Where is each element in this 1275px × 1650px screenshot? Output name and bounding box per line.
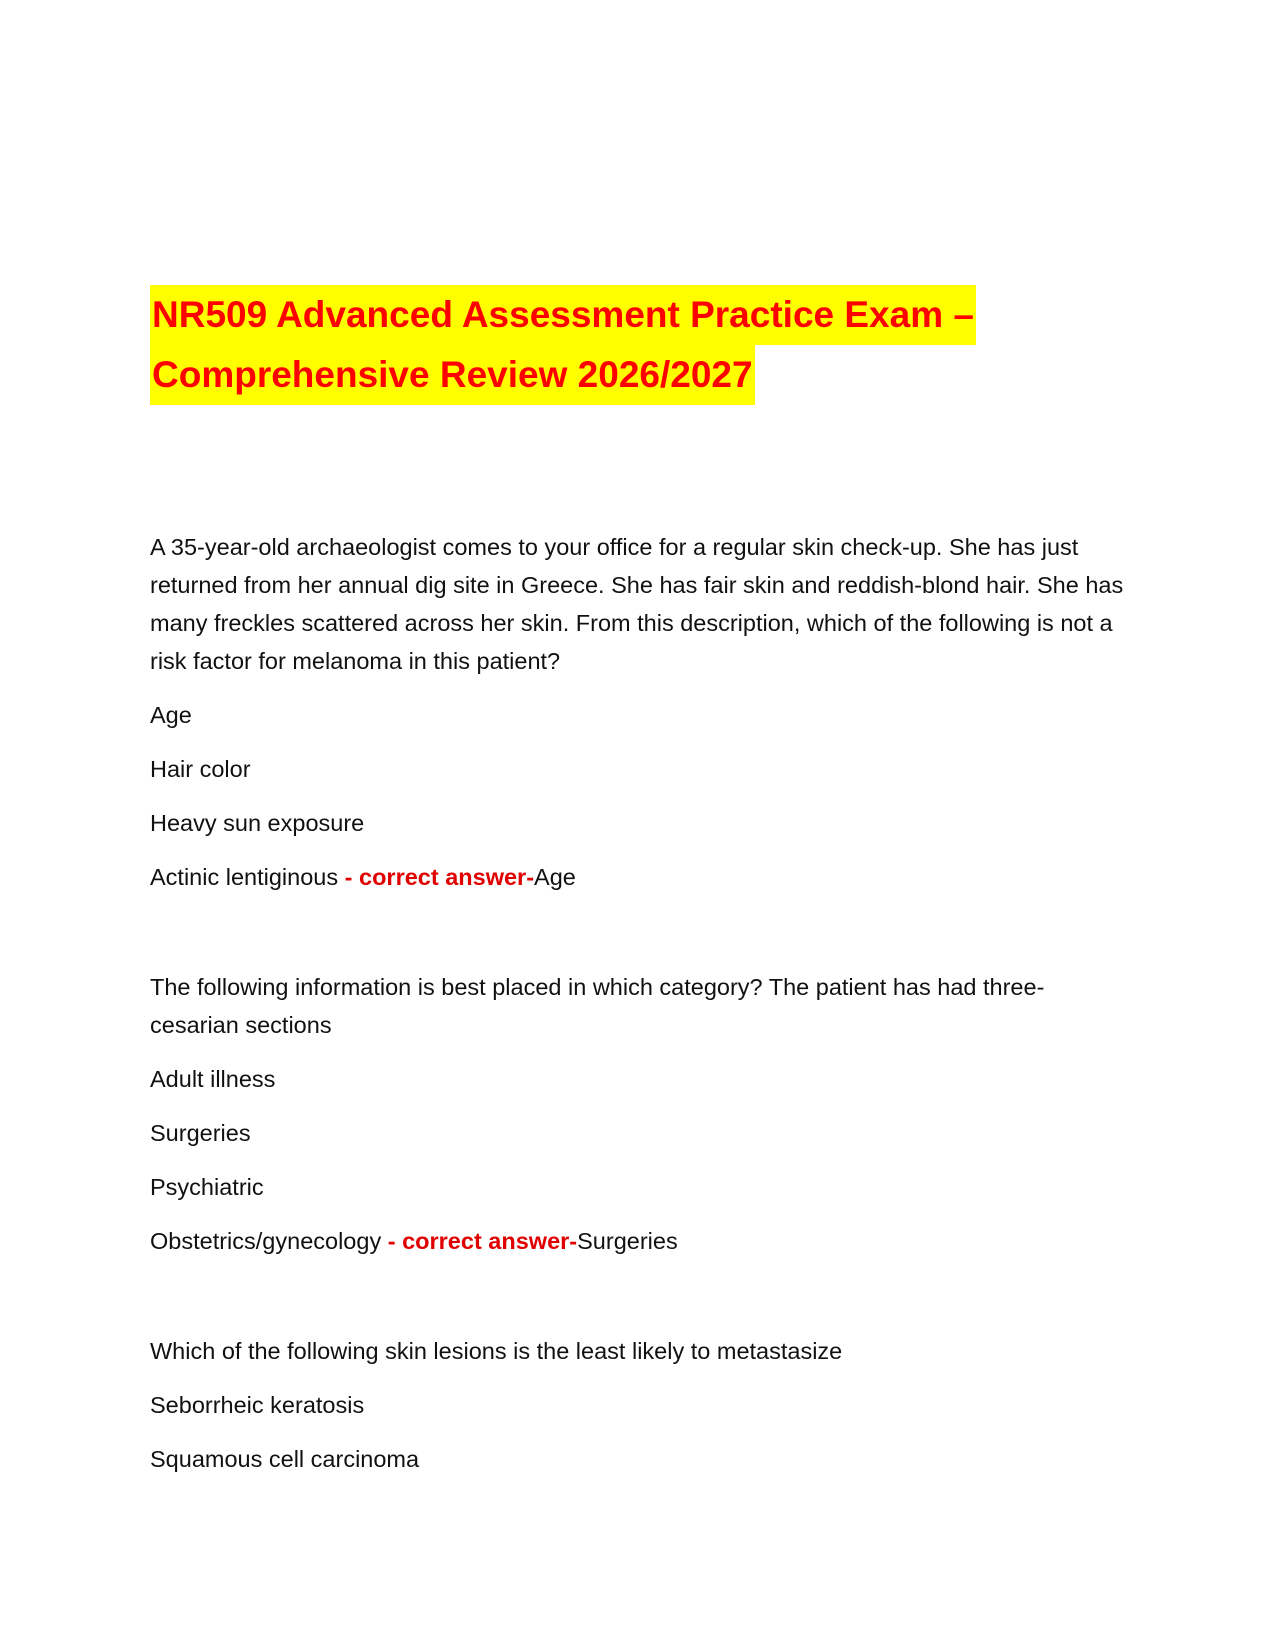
answer-option: Hair color bbox=[150, 756, 251, 782]
document-title bbox=[150, 285, 1080, 405]
question-1 bbox=[150, 528, 1130, 896]
correct-answer: Age bbox=[534, 864, 576, 890]
answer-option-with-key bbox=[150, 1222, 1130, 1260]
question-stem: The following information is best placed in which category? The patient has had three-cesarian sections bbox=[150, 974, 1045, 1038]
answer-option: Seborrheic keratosis bbox=[150, 1392, 365, 1418]
answer-option: Age bbox=[150, 702, 192, 728]
correct-answer: Surgeries bbox=[577, 1228, 678, 1254]
answer-option: Obstetrics/gynecology bbox=[150, 1228, 382, 1254]
question-2 bbox=[150, 968, 1130, 1260]
answer-option: Surgeries bbox=[150, 1120, 251, 1146]
answer-option-with-key bbox=[150, 858, 1130, 896]
correct-answer-marker: - correct answer- bbox=[387, 1228, 578, 1254]
question-stem: A 35-year-old archaeologist comes to your office for a regular skin check-up. She has just returned from her annual dig site in Greece. She has fair skin and reddish-blond hair. She has many freckles scattered across her skin. From this description, which of the following is not a risk factor for melanoma in this patient? bbox=[150, 534, 1124, 674]
answer-option: Squamous cell carcinoma bbox=[150, 1446, 420, 1472]
answer-option: Adult illness bbox=[150, 1066, 276, 1092]
answer-option: Psychiatric bbox=[150, 1174, 264, 1200]
title-line-2: Comprehensive Review 2026/2027 bbox=[150, 345, 755, 405]
question-list bbox=[150, 528, 1130, 1478]
question-3 bbox=[150, 1332, 1130, 1478]
question-stem: Which of the following skin lesions is the least likely to metastasize bbox=[150, 1338, 843, 1364]
correct-answer-marker: - correct answer- bbox=[344, 864, 535, 890]
answer-option: Heavy sun exposure bbox=[150, 810, 365, 836]
title-line-1: NR509 Advanced Assessment Practice Exam – bbox=[150, 285, 976, 345]
answer-option: Actinic lentiginous bbox=[150, 864, 339, 890]
